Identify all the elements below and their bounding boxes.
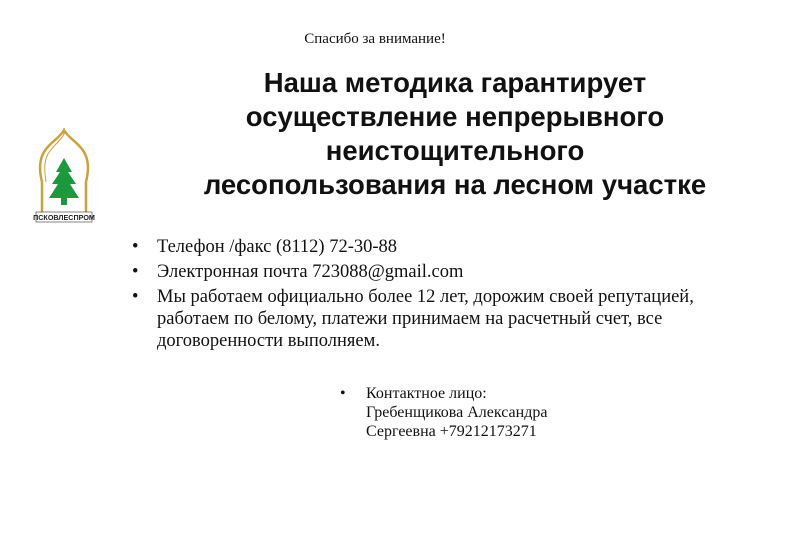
headline-line: осуществление непрерывного <box>245 101 665 132</box>
info-list <box>130 236 750 355</box>
headline-line: неистощительного <box>325 135 585 166</box>
about-text: Мы работаем официально более 12 лет, дорожим своей репутацией, работаем по белому, платежи принимаем на расчетный счет, все договоренности выполняем. <box>157 287 694 351</box>
headline <box>150 66 760 202</box>
contact-label: • Контактное лицо: <box>366 385 487 402</box>
email-text: Электронная почта 723088@gmail.com <box>157 262 464 282</box>
contact-phone: Сергеевна +79212173271 <box>366 423 537 440</box>
company-logo-icon <box>30 128 98 224</box>
phone-text: Телефон /факс (8112) 72-30-88 <box>157 237 398 257</box>
list-item <box>130 286 750 352</box>
list-item <box>130 261 750 283</box>
contact-list <box>338 384 638 441</box>
headline-line: Наша методика гарантирует <box>263 67 647 98</box>
logo-text: ПСКОВЛЕСПРОМ <box>33 213 95 222</box>
list-item <box>338 384 638 441</box>
thanks-caption: Спасибо за внимание! <box>304 31 446 47</box>
list-item <box>130 236 750 258</box>
contact-name: Гребенщикова Александра <box>366 404 548 421</box>
headline-line: лесопользования на лесном участке <box>203 169 707 200</box>
